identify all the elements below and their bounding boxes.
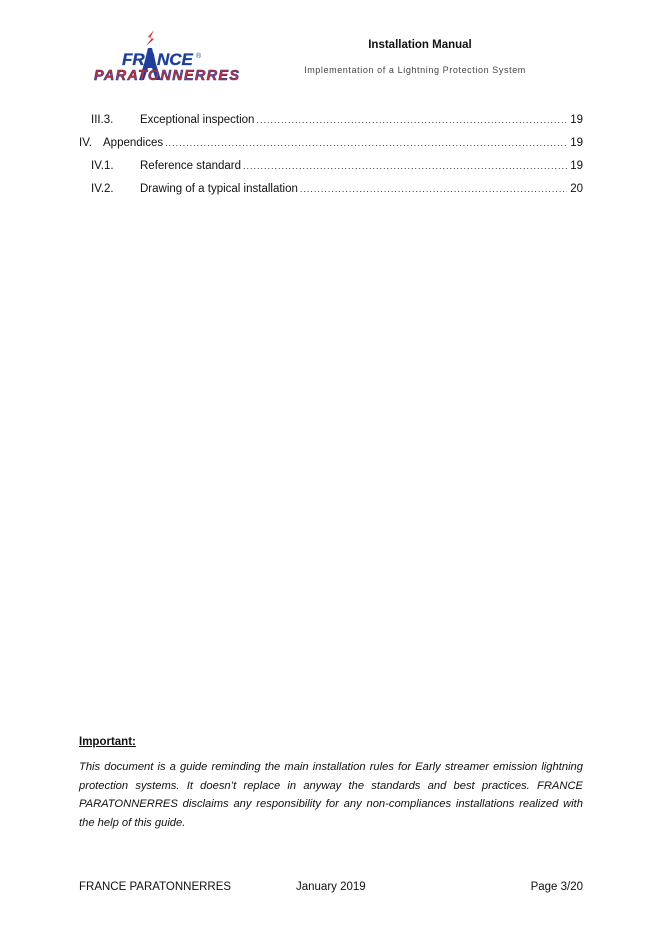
toc-entry-title: Exceptional inspection bbox=[140, 114, 255, 126]
toc-entry-title: Appendices bbox=[103, 137, 164, 149]
toc-dot-leader bbox=[300, 184, 567, 194]
toc-entry-number: III.3. bbox=[91, 114, 114, 126]
toc-dot-leader bbox=[165, 138, 567, 148]
page-footer bbox=[79, 881, 583, 897]
important-notice bbox=[79, 736, 583, 832]
toc-entry-number: IV.1. bbox=[91, 160, 114, 172]
footer-page-number: Page 3/20 bbox=[530, 881, 583, 893]
toc-dot-leader bbox=[243, 161, 567, 171]
toc-entry-number: IV.2. bbox=[91, 183, 114, 195]
toc-entry-page: 19 bbox=[570, 114, 583, 126]
toc-entry-title: Reference standard bbox=[140, 160, 242, 172]
toc-entry[interactable] bbox=[79, 114, 583, 137]
toc-dot-leader bbox=[256, 115, 567, 125]
toc-entry-title: Drawing of a typical installation bbox=[140, 183, 298, 195]
toc-entry[interactable] bbox=[79, 137, 583, 160]
header-subtitle: Implementation of a Lightning Protection System bbox=[304, 65, 526, 75]
logo-line1: FRANCE bbox=[122, 50, 193, 69]
toc-entry[interactable] bbox=[79, 160, 583, 183]
table-of-contents bbox=[79, 114, 583, 206]
toc-entry-number: IV. bbox=[79, 137, 93, 149]
logo-registered-mark: ® bbox=[196, 53, 202, 60]
header-title: Installation Manual bbox=[368, 39, 472, 51]
logo-line2: PARATONNERRES bbox=[94, 68, 239, 84]
toc-entry-page: 19 bbox=[570, 137, 583, 149]
lightning-bolt-icon bbox=[146, 30, 154, 46]
logo-graphic bbox=[92, 28, 242, 86]
important-heading: Important: bbox=[79, 736, 136, 748]
company-logo bbox=[92, 28, 242, 86]
toc-entry[interactable] bbox=[79, 183, 583, 206]
footer-date: January 2019 bbox=[296, 881, 366, 893]
important-body: This document is a guide reminding the main installation rules for Early streamer emission lightning protection systems. It doesn’t replace in anyway the standards and best practices. FRANCE PARATONNERRES disclaims any responsibility for any non-compliances installations realized with the help of this guide. bbox=[79, 761, 583, 829]
toc-entry-page: 19 bbox=[570, 160, 583, 172]
footer-company: FRANCE PARATONNERRES bbox=[79, 881, 232, 893]
toc-entry-page: 20 bbox=[570, 183, 583, 195]
